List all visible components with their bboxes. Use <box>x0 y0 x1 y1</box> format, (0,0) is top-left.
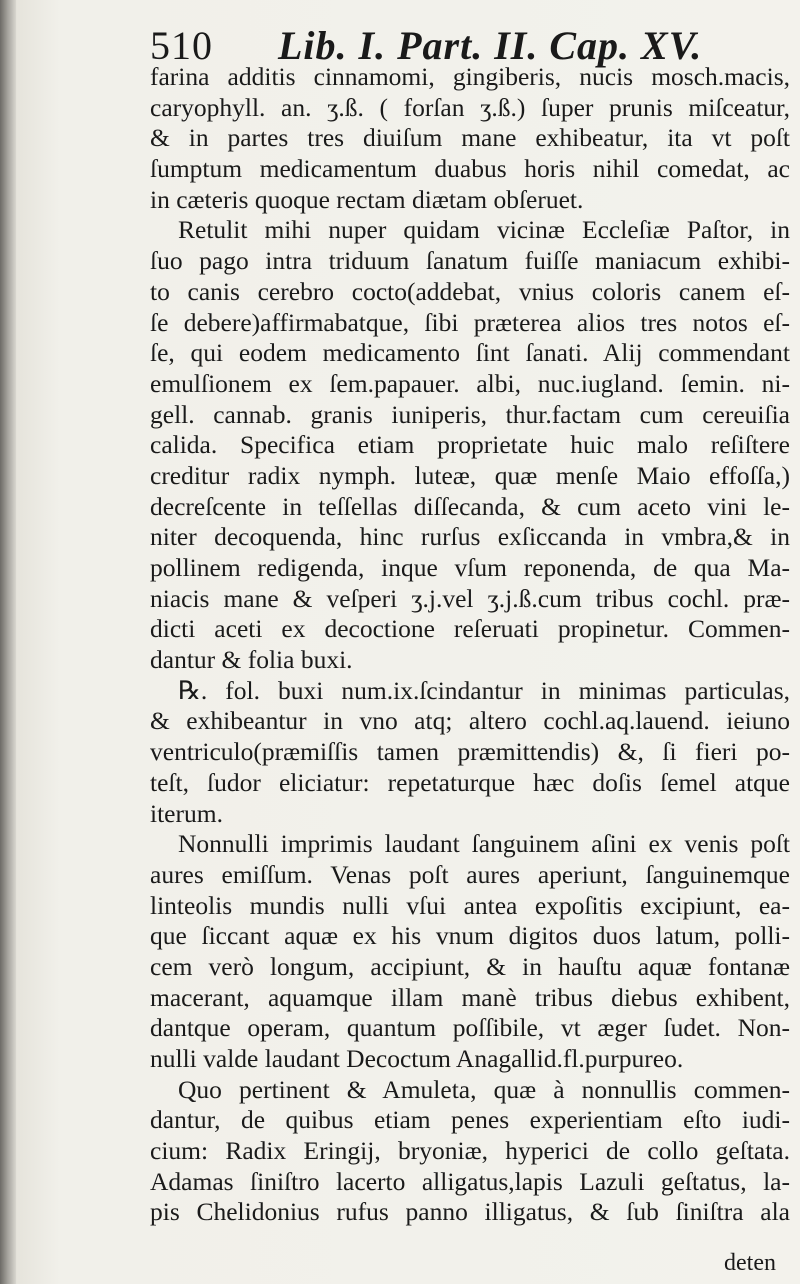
page-gutter-shadow <box>0 0 16 1284</box>
text-line: Adamas ſiniſtro lacerto alligatus,lapis Lazuli geſtatus, la- <box>150 1166 790 1196</box>
text-line: Retulit mihi nuper quidam vicinæ Eccleſiæ Paſtor, in <box>178 215 790 245</box>
text-line: que ſiccant aquæ ex his vnum digitos duos latum, polli- <box>150 921 790 951</box>
text-line: dantur, de quibus etiam penes experientiam eſto iudi- <box>150 1105 790 1135</box>
body-text <box>150 62 790 1228</box>
text-line: dicti aceti ex decoctione reſeruati propinetur. Commen- <box>150 614 790 644</box>
text-line: dantque operam, quantum poſſibile, vt æger ſudet. Non- <box>150 1013 790 1043</box>
text-line: ſumptum medicamentum duabus horis nihil comedat, ac <box>150 154 790 184</box>
text-line: aures emiſſum. Venas poſt aures aperiunt, ſanguinemque <box>150 859 790 889</box>
text-line: ſe debere)affirmabatque, ſibi præterea alios tres notos eſ- <box>150 307 790 337</box>
text-line: decreſcente in teſſellas diſſecanda, & cum aceto vini le- <box>150 491 790 521</box>
text-line: in cæteris quoque rectam diætam obſeruet. <box>150 184 584 214</box>
chapter-heading: Lib. I. Part. II. Cap. XV. <box>278 23 703 68</box>
text-line: macerant, aquamque illam manè tribus diebus exhibent, <box>150 982 790 1012</box>
text-line: Quo pertinent & Amuleta, quæ à nonnullis commen- <box>178 1074 790 1104</box>
text-line: Nonnulli imprimis laudant ſanguinem aſini ex venis poſt <box>178 829 790 859</box>
text-line: linteolis mundis nulli vſui antea expoſitis excipiunt, ea- <box>150 890 790 920</box>
text-line: farina additis cinnamomi, gingiberis, nucis mosch.macis, <box>150 62 790 91</box>
text-line: pis Chelidonius rufus panno illigatus, & ſub ſiniſtra ala <box>150 1197 790 1227</box>
text-line: ſe, qui eodem medicamento ſint ſanati. Alij commendant <box>150 338 790 368</box>
text-line: caryophyll. an. ʒ.ß. ( forſan ʒ.ß.) ſuper prunis miſceatur, <box>150 92 790 122</box>
text-line: & exhibeantur in vno atq; altero cochl.aq.lauend. ieiuno <box>150 706 790 736</box>
text-line: pollinem redigenda, inque vſum reponenda, de qua Ma- <box>150 553 790 582</box>
text-line: cem verò longum, accipiunt, & in hauſtu aquæ fontanæ <box>150 951 790 981</box>
text-line: niacis mane & veſperi ʒ.j.vel ʒ.j.ß.cum tribus cochl. præ- <box>150 583 790 613</box>
text-line: ℞. fol. buxi num.ix.ſcindantur in minimas particulas, <box>178 675 790 705</box>
text-line: ſuo pago intra triduum ſanatum fuiſſe maniacum exhibi- <box>150 246 790 276</box>
text-line: emulſionem ex ſem.papauer. albi, nuc.iugland. ſemin. ni- <box>150 368 790 398</box>
text-line: calida. Specifica etiam proprietate huic malo reſiſtere <box>150 430 790 460</box>
page-number: 510 <box>150 23 213 68</box>
text-line: nulli valde laudant Decoctum Anagallid.fl.purpureo. <box>150 1044 684 1073</box>
text-line: creditur radix nymph. luteæ, quæ menſe Maio effoſſa,) <box>150 460 790 490</box>
text-line: & in partes tres diuiſum mane exhibeatur, ita vt poſt <box>150 123 790 153</box>
text-line: ventriculo(præmiſſis tamen præmittendis) &, ſi fieri po- <box>150 737 790 767</box>
text-line: cium: Radix Eringij, bryoniæ, hyperici de collo geſtata. <box>150 1136 790 1166</box>
catchword: deten <box>724 1250 776 1276</box>
text-line: gell. cannab. granis iuniperis, thur.factam cum cereuiſia <box>150 399 790 429</box>
text-line: teſt, ſudor eliciatur: repetaturque hæc doſis ſemel atque <box>150 767 790 797</box>
text-line: dantur & folia buxi. <box>150 645 353 675</box>
text-line: to canis cerebro cocto(addebat, vnius coloris canem eſ- <box>150 276 790 306</box>
text-line: iterum. <box>150 798 223 828</box>
text-line: niter decoquenda, hinc rurſus exſiccanda in vmbra,& in <box>150 522 790 552</box>
